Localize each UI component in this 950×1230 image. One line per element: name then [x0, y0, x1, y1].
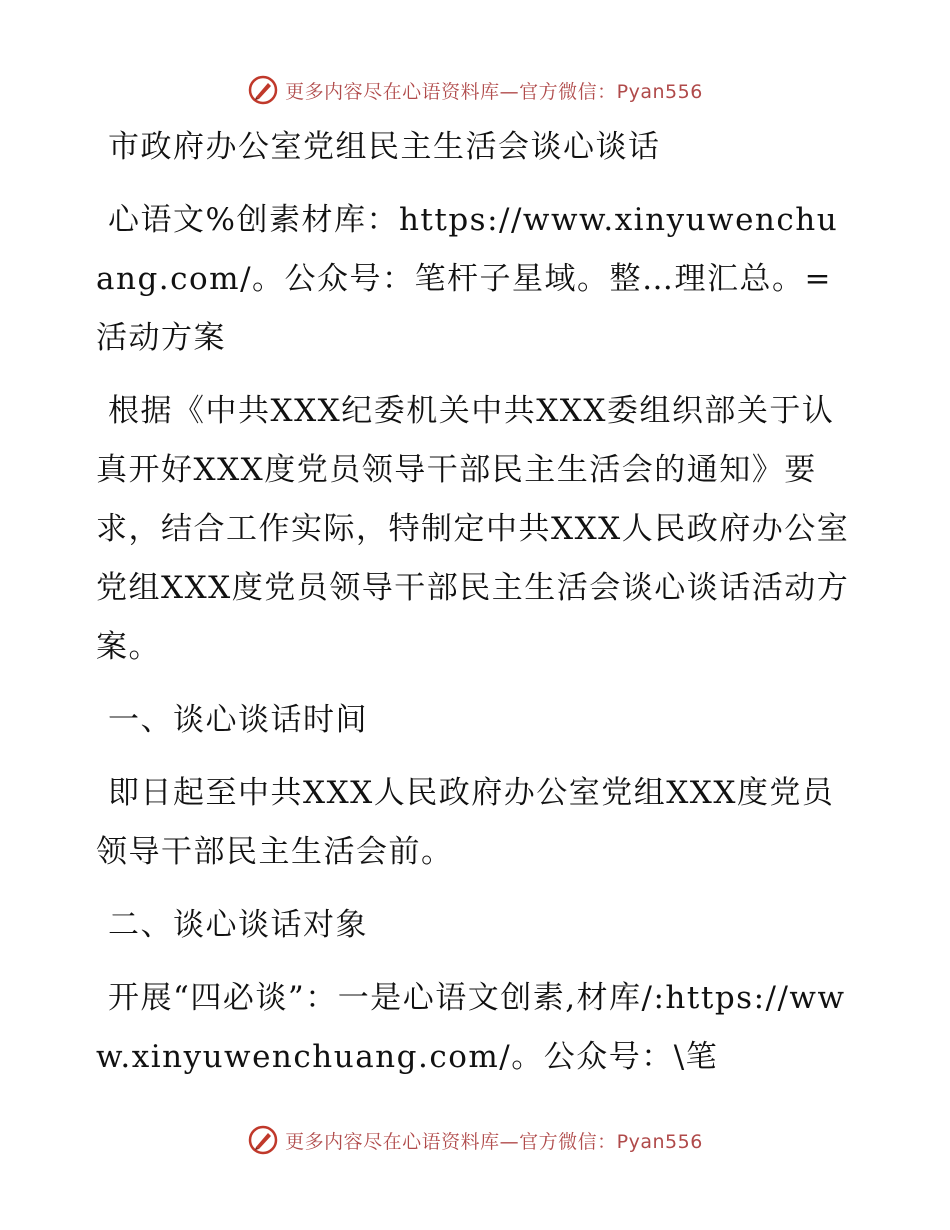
section-heading-time: 一、谈心谈话时间	[108, 702, 368, 738]
paragraph-time: 即日起至中共XXX人民政府办公室党组XXX度党员领导干部民主生活会前。	[96, 775, 835, 870]
paragraph-intro: 根据《中共XXX纪委机关中共XXX委组织部关于认真开好XXX度党员领导干部民主生活会的通知》要求，结合工作实际，特制定中共XXX人民政府办公室党组XXX度党员领导干部民主生活会谈心谈话活动方案。	[96, 393, 850, 665]
pen-logo-icon	[247, 1124, 279, 1156]
watermark-text: 更多内容尽在心语资料库—官方微信：Pyan556	[285, 80, 703, 103]
paragraph-source-note: 心语文%创素材库：https://www.xinyuwenchuang.com/。公众号：笔杆子星域。整…理汇总。=活动方案	[96, 202, 839, 356]
paragraph-target: 开展“四必谈”：一是心语文创素,材库/:https://www.xinyuwenchuang.com/。公众号：\笔	[96, 980, 846, 1075]
document-title: 市政府办公室党组民主生活会谈心谈话	[108, 129, 661, 165]
header-watermark	[0, 70, 950, 110]
watermark-text: 更多内容尽在心语资料库—官方微信：Pyan556	[285, 1130, 703, 1153]
section-heading-target: 二、谈心谈话对象	[108, 907, 368, 943]
footer-watermark	[0, 1120, 950, 1160]
pen-logo-icon	[247, 74, 279, 106]
document-body	[96, 118, 856, 1101]
